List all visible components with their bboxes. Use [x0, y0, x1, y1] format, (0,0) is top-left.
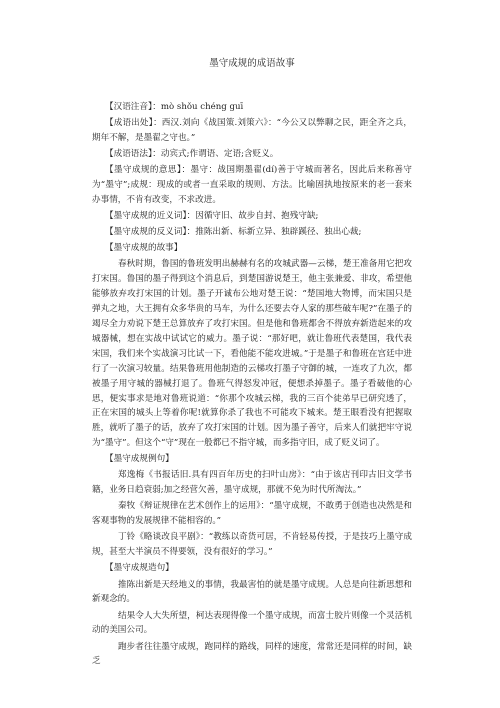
- example-paragraph: 秦牧《辩证规律在艺术创作上的运用》：“墨守成规，不敢勇于创造也决然是和客观事物的发展规律不能相容的。”: [92, 501, 412, 527]
- source-paragraph: 【成语出处】：西汉.刘向《战国策.刘策六》：“今公又以弊聊之民，距全齐之兵，期年不解，是墨翟之守也。”: [92, 118, 412, 143]
- example-paragraph: 丁铃《略谈改良平剧》：“教练以奇货可居，不肯轻易传授，于是技巧上墨守成规，甚至大半演员不得要领，没有很好的学习。”: [92, 532, 412, 558]
- antonyms-paragraph: 【墨守成规的反义词】：推陈出新、标新立异、独辟蹊径、独出心裁;: [105, 227, 362, 238]
- document-title: 墨守成规的成语故事: [209, 58, 295, 69]
- story-paragraph: 春秋时期，鲁国的鲁班发明出赫赫有名的攻城武器—云梯，楚王准备用它把攻打宋国。鲁国的墨子得到这个消息后，到楚国游说楚王，他主张兼爱、非攻，希望他能够放弃攻打宋国的计划。墨子开诚布公地对楚王说：“楚国地大物博，而宋国只是弹丸之地，大王拥有众多华贵的马车，为什么还要去夺人家的那些破车呢?”在墨子的竭尽全力劝说下楚王总算放弃了攻打宋国。但是他和鲁班都舍不得放弃新造起来的攻城器械，想在实战中试试它的威力。墨子说：“那好吧，就让鲁班代表楚国，我代表宋国，我们来个实战演习比试一下，看他能不能攻进城。”于是墨子和鲁班在宫廷中进行了一次演习较量。结果鲁班用他制造的云梯攻打墨子守御的城，一连攻了九次，都被墨子用守城的器械打退了。鲁班气得怒发冲冠，便想杀掉墨子。墨子看破他的心思，便实事求是地对鲁班说道：“你那个攻城云梯，我的三百个徒弟早已研究透了，正在宋国的城头上等着你呢!就算你杀了我也不可能攻下城来。楚王眼看没有把握取胜，就听了墨子的话，放弃了攻打宋国的计划。因为墨子善守，后来人们就把牢守说为“墨守”。但这个“守”现在一般都已不指守城，而多指守旧，成了贬义词了。: [92, 259, 412, 449]
- sentence-paragraph: 推陈出新是天经地义的事情，我最害怕的就是墨守成规。人总是向往新思想和新观念的。: [92, 579, 412, 605]
- meaning-paragraph: 【墨守成规的意思】：墨守：战国期墨翟(dí)善于守城而著名，因此后来称善守为“墨守”;成规：现成的或者一直采取的规则、方法。比喻固执地按原来的老一套来办事情，不肯有改变，不求改进。: [92, 165, 412, 205]
- document-body: [92, 100, 412, 669]
- sentence-paragraph: 结果令人大失所望，柯达表现得像一个墨守成规，而富士胶片则像一个灵活机动的美国公司。: [92, 610, 412, 636]
- sentence-paragraph: 跑步者往往墨守成规，跑同样的路线，同样的速度，常常还是同样的时间，缺乏: [92, 641, 412, 667]
- examples-heading: 【墨守成规例句】: [105, 454, 174, 465]
- document-page: [92, 58, 412, 671]
- grammar-paragraph: 【成语语法】：动宾式;作谓语、定语;含贬义。: [105, 149, 279, 160]
- example-paragraph: 郑逸梅《书报话旧.具有四百年历史的扫叶山房》：“由于该店刊印古旧文学书籍，业务日趋衰弱;加之经营欠善，墨守成规，那就不免为时代所淘汰。”: [92, 470, 412, 496]
- pinyin-paragraph: 【汉语注音】：mò shǒu chéng guī: [105, 102, 244, 112]
- story-heading: 【墨守成规的故事】: [105, 243, 183, 254]
- synonyms-paragraph: 【墨守成规的近义词】：因循守旧、故步自封、抱残守缺;: [105, 211, 319, 222]
- sentences-heading: 【墨守成规造句】: [105, 563, 174, 574]
